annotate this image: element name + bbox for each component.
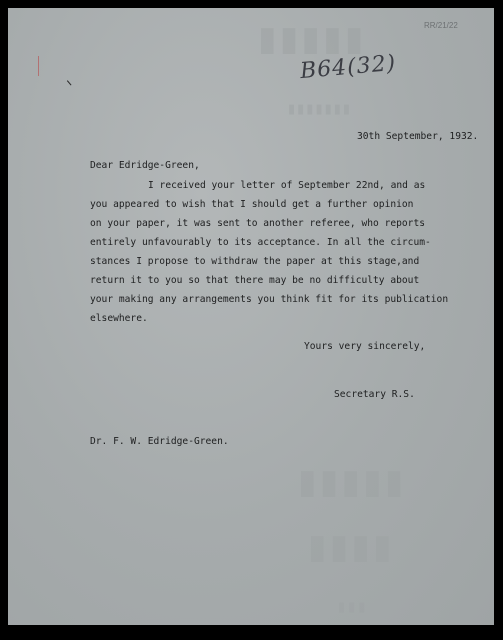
pen-tick-mark [67, 76, 76, 85]
body-line: return it to you so that there may be no difficulty about [90, 275, 420, 286]
body-line: on your paper, it was sent to another referee, who reports [90, 218, 426, 229]
body-line: I received your letter of September 22nd, and as [148, 180, 426, 191]
closing: Yours very sincerely, [304, 341, 426, 352]
addressee: Dr. F. W. Edridge-Green. [90, 436, 229, 447]
pencil-mark [38, 56, 42, 76]
show-through-text: ▮▮▮▮▮ [258, 19, 367, 59]
show-through-text: ▮▮▮▮▮ [298, 462, 407, 502]
show-through-text: ▮▮▮ [338, 600, 369, 615]
salutation: Dear Edridge-Green, [90, 160, 200, 171]
body-line: entirely unfavourably to its acceptance. In all the circum- [90, 237, 431, 248]
handwritten-reference: B64(32) [299, 50, 398, 85]
letter-date: 30th September, 1932. [357, 131, 479, 142]
show-through-text: ▮▮▮▮ [308, 527, 395, 567]
signature-line: Secretary R.S. [334, 389, 415, 400]
letter-page [8, 8, 494, 625]
body-line: you appeared to wish that I should get a further opinion [90, 199, 414, 210]
body-line: your making any arrangements you think fit for its publication [90, 294, 449, 305]
body-line: stances I propose to withdraw the paper at this stage,and [90, 256, 420, 267]
show-through-text: ▮▮▮▮▮▮▮ [288, 102, 353, 117]
body-line: elsewhere. [90, 313, 148, 324]
archive-reference: RR/21/22 [424, 21, 458, 30]
